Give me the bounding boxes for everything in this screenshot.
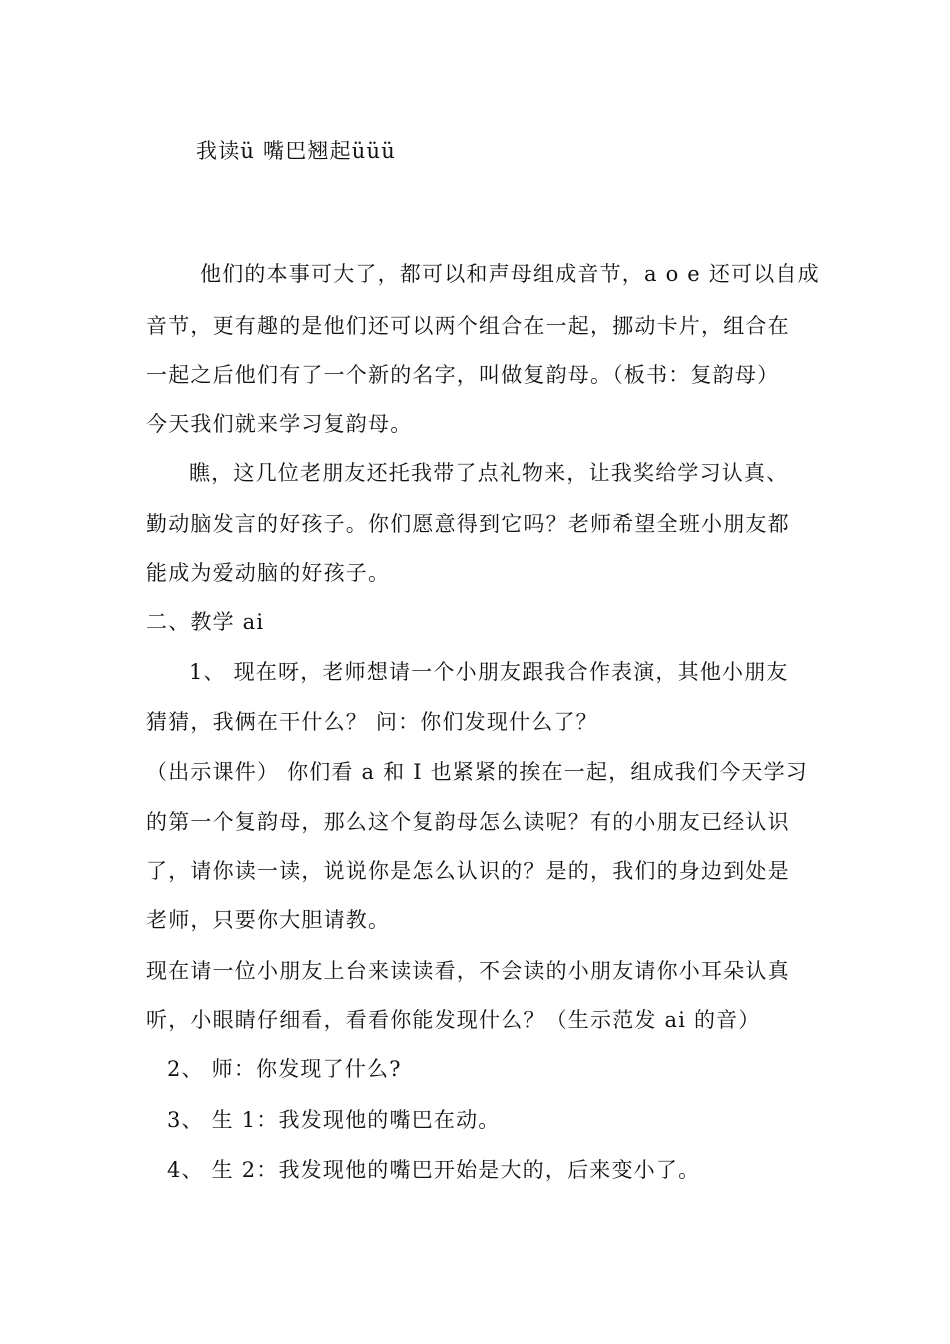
text-line-paragraph-1-line-2: 音节，更有趣的是他们还可以两个组合在一起，挪动卡片，组合在	[146, 314, 790, 338]
section-heading-teach-ai: 二、教学 ai	[146, 610, 265, 634]
text-line-invite-line-2: 听，小眼睛仔细看，看看你能发现什么？（生示范发 ai 的音）	[146, 1008, 761, 1032]
text-line-paragraph-1-line-4: 今天我们就来学习复韵母。	[146, 412, 413, 436]
text-line-item-3: 3、 生 1：我发现他的嘴巴在动。	[167, 1108, 501, 1132]
text-line-courseware-line-2: 的第一个复韵母，那么这个复韵母怎么读呢？有的小朋友已经认识	[146, 810, 790, 834]
text-line-item-1-line-1: 1、 现在呀，老师想请一个小朋友跟我合作表演，其他小朋友	[189, 660, 789, 684]
text-line-paragraph-2-line-3: 能成为爱动脑的好孩子。	[146, 561, 391, 585]
text-line-item-4: 4、 生 2：我发现他的嘴巴开始是大的，后来变小了。	[167, 1158, 701, 1182]
text-line-invite-line-1: 现在请一位小朋友上台来读读看，不会读的小朋友请你小耳朵认真	[146, 959, 790, 983]
text-line-paragraph-2-line-1: 瞧，这几位老朋友还托我带了点礼物来，让我奖给学习认真、	[189, 461, 789, 485]
text-line-pronunciation-u: 我读ü 嘴巴翘起üüü	[196, 139, 396, 163]
text-line-item-1-line-2: 猜猜，我俩在干什么？ 问：你们发现什么了？	[146, 710, 598, 734]
text-line-paragraph-1-line-1: 他们的本事可大了，都可以和声母组成音节，a o e 还可以自成	[200, 262, 820, 286]
text-line-item-2: 2、 师：你发现了什么?	[167, 1057, 402, 1081]
text-line-courseware-line-1: （出示课件） 你们看 a 和 I 也紧紧的挨在一起，组成我们今天学习	[146, 760, 808, 784]
text-line-courseware-line-3: 了，请你读一读，说说你是怎么认识的？是的，我们的身边到处是	[146, 859, 790, 883]
text-line-courseware-line-4: 老师，只要你大胆请教。	[146, 908, 391, 932]
text-line-paragraph-1-line-3: 一起之后他们有了一个新的名字，叫做复韵母。（板书：复韵母）	[146, 363, 780, 387]
text-line-paragraph-2-line-2: 勤动脑发言的好孩子。你们愿意得到它吗？老师希望全班小朋友都	[146, 512, 790, 536]
